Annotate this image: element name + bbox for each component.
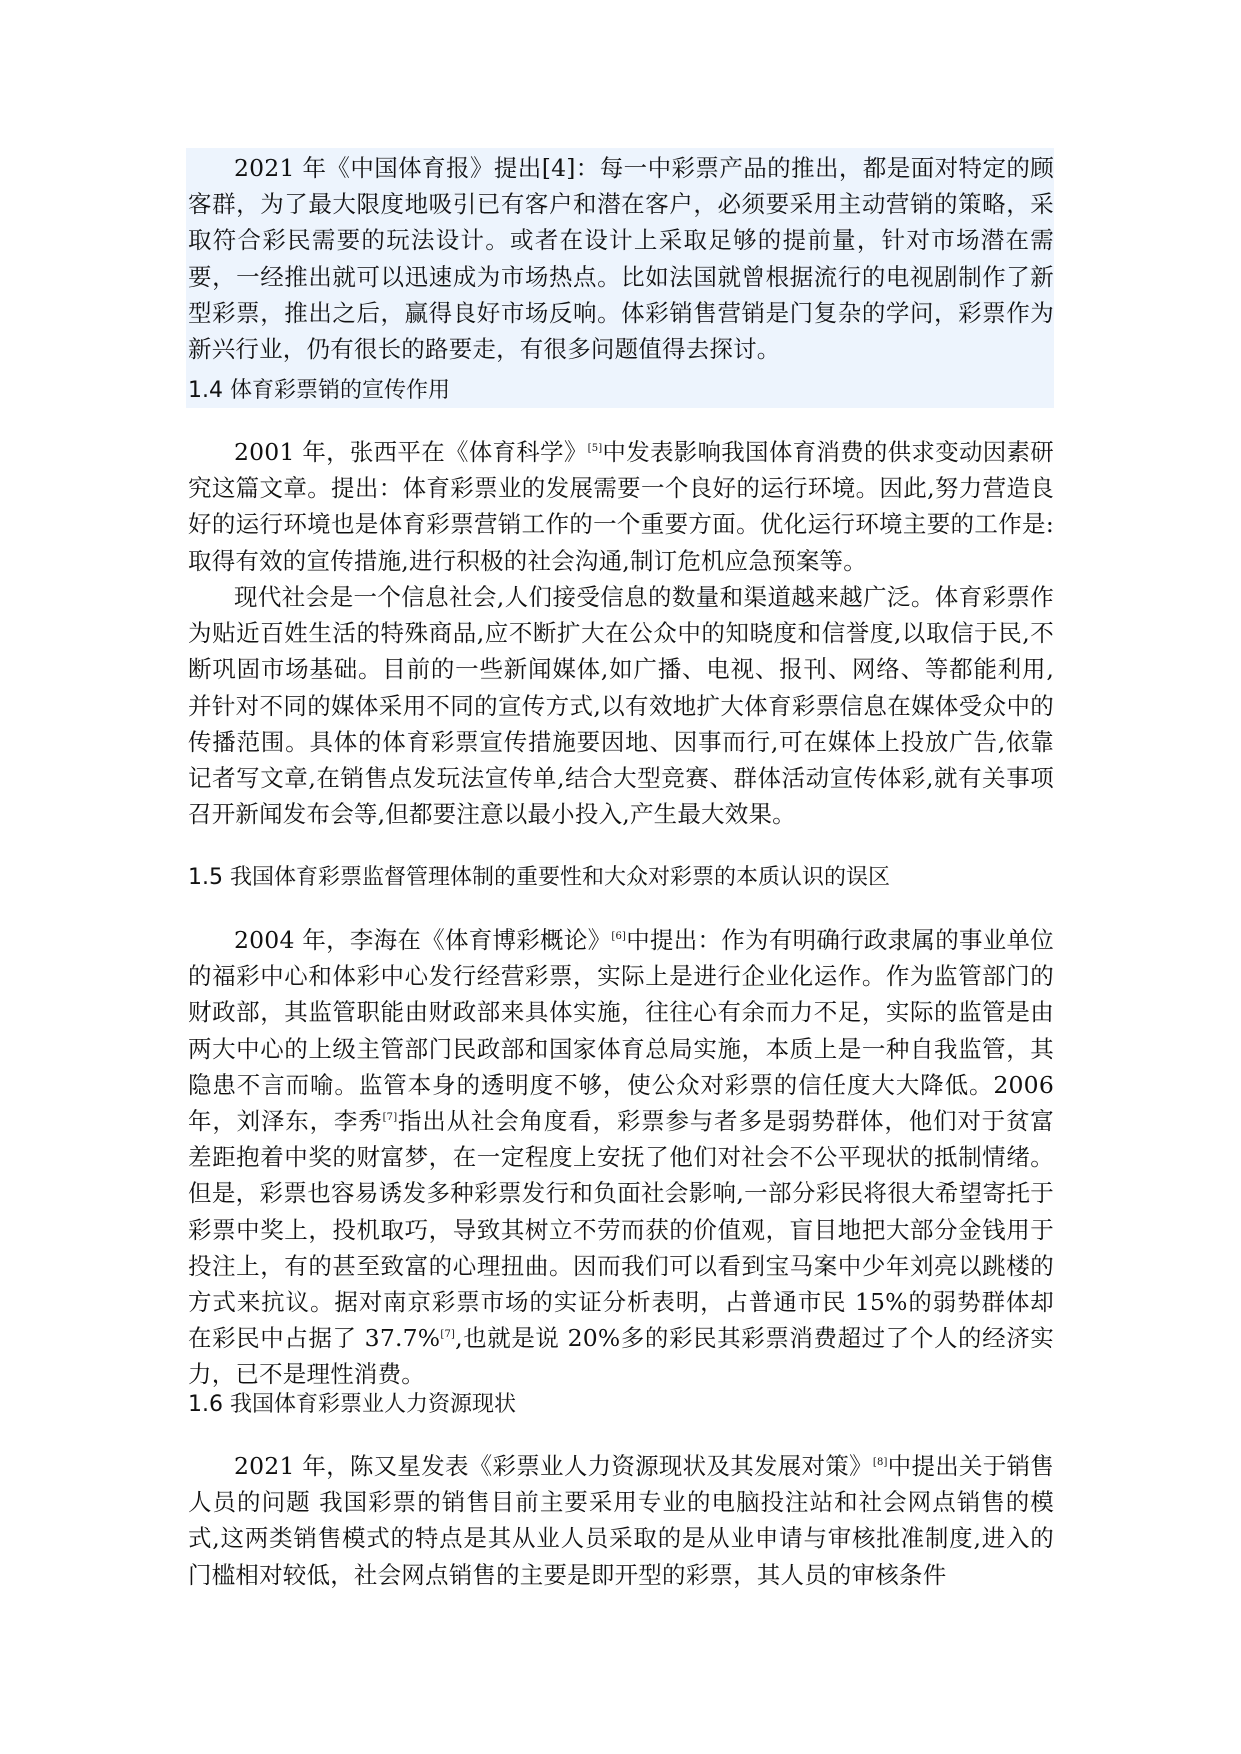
paragraph-p2 xyxy=(188,434,1054,579)
paragraph-text: 2001 年，张西平在《体育科学》 xyxy=(234,438,588,466)
citation-ref[interactable]: [5] xyxy=(587,443,603,455)
paragraph-text: 中提出：作为有明确行政隶属的事业单位的福彩中心和体彩中心发行经营彩票，实际上是进行企业化运作。作为监管部门的财政部，其监管职能由财政部来具体实施，往往心有余而力不足，实际的监管是由两大中心的上级主管部门民政部和国家体育总局实施，本质上是一种自我监管，其隐患不言而喻。监管本身的透明度不够，使公众对彩票的信任度大大降低。2006 年，刘泽东，李秀 xyxy=(188,926,1054,1136)
paragraph-text: 2021 年，陈又星发表《彩票业人力资源现状及其发展对策》 xyxy=(234,1452,873,1480)
paragraph-text: 2004 年，李海在《体育博彩概论》 xyxy=(234,926,612,954)
section-heading-1-6: 1.6 我国体育彩票业人力资源现状 xyxy=(188,1392,516,1417)
paragraph-p5 xyxy=(188,1448,1054,1593)
paragraph-text: 2021 年《中国体育报》提出[4]：每一中彩票产品的推出，都是面对特定的顾客群，为了最大限度地吸引已有客户和潜在客户，必须要采用主动营销的策略，采取符合彩民需要的玩法设计。或者在设计上采取足够的提前量，针对市场潜在需要，一经推出就可以迅速成为市场热点。比如法国就曾根据流行的电视剧制作了新型彩票，推出之后，赢得良好市场反响。体彩销售营销是门复杂的学问，彩票作为新兴行业，仍有很长的路要走，有很多问题值得去探讨。 xyxy=(188,154,1054,364)
paragraph-text: 中发表影响我国体育消费的供求变动因素研究这篇文章。提出：体育彩票业的发展需要一个良好的运行环境。因此,努力营造良好的运行环境也是体育彩票营销工作的一个重要方面。优化运行环境主要的工作是:取得有效的宣传措施,进行积极的社会沟通,制订危机应急预案等。 xyxy=(188,438,1054,575)
citation-ref[interactable]: [7] xyxy=(382,1112,398,1124)
paragraph-p4 xyxy=(188,922,1054,1393)
paragraph-p3 xyxy=(188,579,1054,832)
citation-ref[interactable]: [8] xyxy=(872,1457,888,1469)
paragraph-text: 指出从社会角度看，彩票参与者多是弱势群体，他们对于贫富差距抱着中奖的财富梦，在一定程度上安抚了他们对社会不公平现状的抵制情绪。但是，彩票也容易诱发多种彩票发行和负面社会影响,一部分彩民将很大希望寄托于彩票中奖上，投机取巧，导致其树立不劳而获的价值观，盲目地把大部分金钱用于投注上，有的甚至致富的心理扭曲。因而我们可以看到宝马案中少年刘亮以跳楼的方式来抗议。据对南京彩票市场的实证分析表明，占普通市民 15%的弱势群体却在彩民中占据了 37.7% xyxy=(188,1107,1054,1353)
section-heading-1-4: 1.4 体育彩票销的宣传作用 xyxy=(188,378,450,403)
paragraph-text: 中提出关于销售人员的问题 我国彩票的销售目前主要采用专业的电脑投注站和社会网点销售的模式,这两类销售模式的特点是其从业人员采取的是从业申请与审核批准制度,进入的门槛相对较低，社会网点销售的主要是即开型的彩票，其人员的审核条件 xyxy=(188,1452,1055,1589)
citation-ref[interactable]: [7] xyxy=(440,1329,456,1341)
paragraph-text: ,也就是说 20%多的彩民其彩票消费超过了个人的经济实力，已不是理性消费。 xyxy=(188,1324,1054,1389)
paragraph-p1 xyxy=(188,150,1054,367)
section-heading-1-5: 1.5 我国体育彩票监督管理体制的重要性和大众对彩票的本质认识的误区 xyxy=(188,865,890,890)
paragraph-text: 现代社会是一个信息社会,人们接受信息的数量和渠道越来越广泛。体育彩票作为贴近百姓生活的特殊商品,应不断扩大在公众中的知晓度和信誉度,以取信于民,不断巩固市场基础。目前的一些新闻媒体,如广播、电视、报刊、网络、等都能利用,并针对不同的媒体采用不同的宣传方式,以有效地扩大体育彩票信息在媒体受众中的传播范围。具体的体育彩票宣传措施要因地、因事而行,可在媒体上投放广告,依靠记者写文章,在销售点发玩法宣传单,结合大型竞赛、群体活动宣传体彩,就有关事项召开新闻发布会等,但都要注意以最小投入,产生最大效果。 xyxy=(188,583,1054,829)
citation-ref[interactable]: [6] xyxy=(611,931,627,943)
